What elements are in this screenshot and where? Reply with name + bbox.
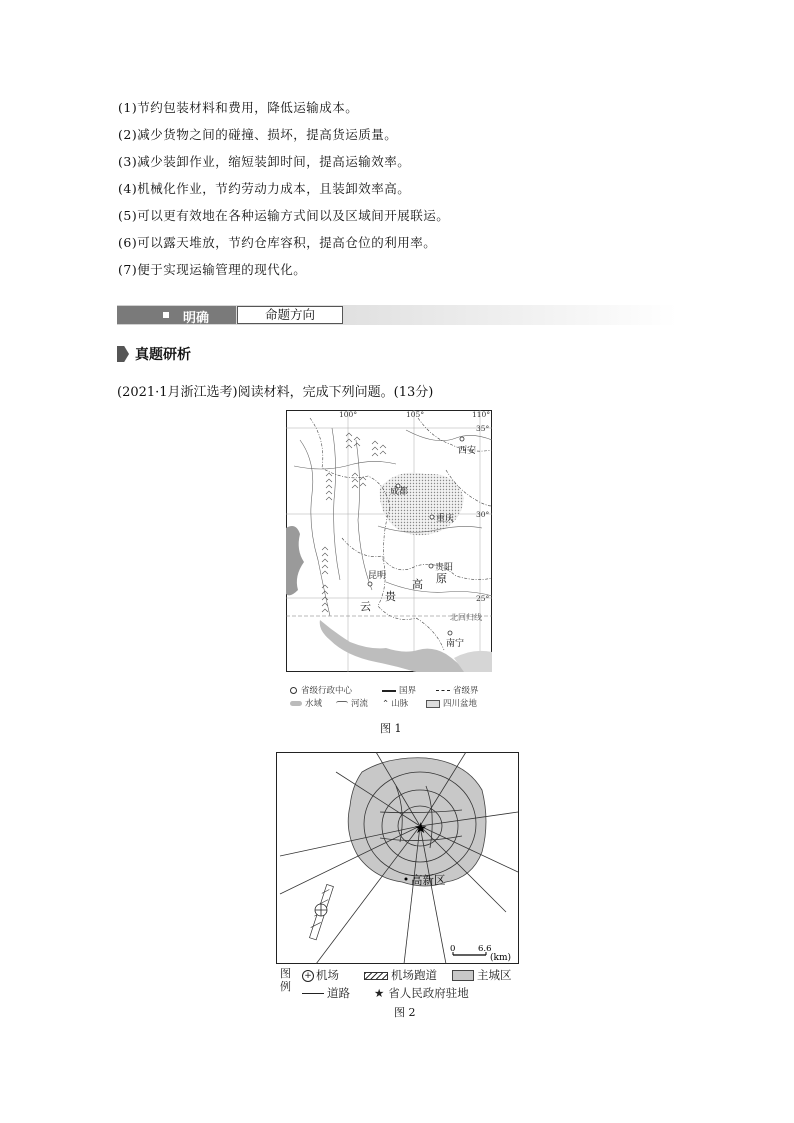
list-item: (2)减少货物之间的碰撞、损坏，提高货运质量。	[118, 127, 398, 142]
list-item: (7)便于实现运输管理的现代化。	[118, 262, 307, 277]
city-label: 贵阳	[435, 563, 454, 573]
provincial-border-icon	[436, 690, 450, 691]
feature-list	[118, 94, 718, 283]
legend-label: 机场	[316, 968, 339, 982]
legend-label: 四川盆地	[443, 699, 478, 709]
water-icon	[290, 701, 302, 706]
tropic-label: 北回归线	[450, 613, 482, 622]
banner-left-label: 明确	[183, 311, 210, 326]
banner-left	[117, 306, 236, 324]
road-icon	[302, 993, 324, 994]
section-title: 真题研析	[135, 347, 191, 363]
region-char: 云	[360, 600, 371, 613]
runway-icon	[364, 972, 388, 980]
city-label: 南宁	[446, 639, 465, 649]
city-label: 重庆	[436, 514, 455, 524]
city-label: 成都	[390, 487, 409, 497]
scale-unit: (km)	[490, 953, 512, 963]
lat-label: 25°	[476, 594, 490, 603]
district-label: 高新区	[411, 873, 446, 887]
banner-right-label: 命题方向	[237, 306, 343, 324]
lon-label: 110°	[472, 410, 491, 419]
scale-value: 6.6	[478, 944, 492, 954]
legend-label: 道路	[327, 986, 350, 1000]
river-icon	[336, 701, 348, 706]
region-char: 贵	[385, 590, 396, 603]
legend-label: 省级界	[453, 686, 479, 696]
list-item: (3)减少装卸作业，缩短装卸时间，提高运输效率。	[118, 154, 411, 169]
legend-label: 山脉	[391, 699, 409, 709]
legend-label: 省人民政府驻地	[388, 986, 469, 1000]
urban-area-icon	[452, 970, 474, 981]
legend-label: 省级行政中心	[301, 686, 353, 696]
city-label: 西安	[458, 446, 477, 456]
figure1-caption: 图 1	[380, 722, 402, 735]
figure2-map	[276, 752, 519, 964]
region-char: 高	[412, 578, 423, 591]
legend-label: 水域	[305, 699, 323, 709]
list-item: (5)可以更有效地在各种运输方式间以及区域间开展联运。	[118, 208, 450, 223]
basin-icon	[426, 700, 440, 708]
lat-label: 35°	[476, 424, 490, 433]
square-icon	[163, 312, 169, 318]
tab-marker-icon	[117, 346, 129, 362]
list-item: (1)节约包装材料和费用，降低运输成本。	[118, 100, 359, 115]
lat-label: 30°	[476, 510, 490, 519]
mountain-icon: ⌃	[382, 699, 390, 709]
list-item: (6)可以露天堆放，节约仓库容积，提高仓位的利用率。	[118, 235, 437, 250]
figure1-map	[286, 410, 492, 672]
figure2-caption: 图 2	[394, 1006, 416, 1019]
question-text: (2021·1月浙江选考)阅读材料，完成下列问题。(13分)	[117, 385, 434, 400]
city-label: 昆明	[368, 571, 387, 581]
figure1-legend	[286, 684, 506, 710]
scale-zero: 0	[450, 944, 456, 954]
airport-icon: +	[302, 970, 314, 982]
legend-label: 河流	[351, 699, 369, 709]
legend-label: 国界	[399, 686, 417, 696]
government-seat-icon: ★	[414, 819, 428, 837]
legend-title: 图例	[280, 967, 291, 993]
list-item: (4)机械化作业，节约劳动力成本，且装卸效率高。	[118, 181, 411, 196]
national-border-icon	[382, 690, 396, 692]
lon-label: 100°	[339, 410, 358, 419]
section-banner	[117, 305, 677, 325]
lon-label: 105°	[406, 410, 425, 419]
legend-label: 机场跑道	[391, 968, 437, 982]
star-icon: ★	[374, 986, 385, 1000]
legend-label: 主城区	[477, 968, 512, 982]
provincial-center-icon	[290, 687, 297, 694]
region-char: 原	[436, 572, 447, 585]
